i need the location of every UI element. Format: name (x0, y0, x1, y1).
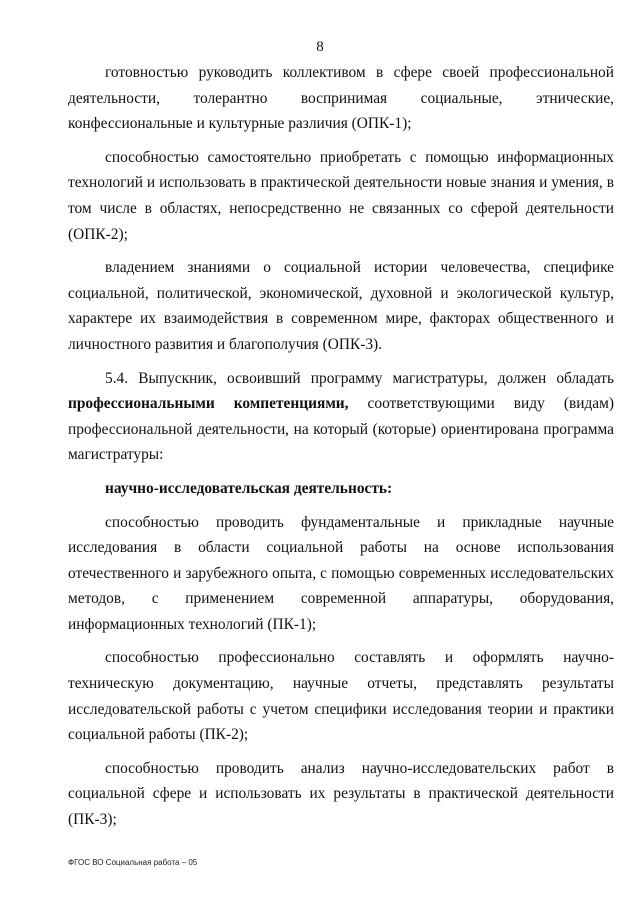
paragraph-5-4-rest: соответствующими виду (видам) профессиональной деятельности, на который (которые) ориентирована программа магистратуры: (68, 395, 614, 464)
paragraph-pk-3: способностью проводить анализ научно-исследовательских работ в социальной сфере и использовать их результаты в практической деятельности (ПК-3); (68, 759, 614, 829)
paragraph-pk-2: способностью профессионально составлять и оформлять научно-техническую документацию, научные отчеты, представлять результаты исследовательской работы с учетом специфики исследования теории и практики социальной работы (ПК-2); (68, 649, 614, 744)
section-heading-research: научно-исследовательская деятельность: (105, 479, 393, 497)
paragraph-5-4-intro: 5.4. Выпускник, освоивший программу магистратуры, должен обладать (105, 369, 614, 387)
paragraph-opk-2: способностью самостоятельно приобретать с помощью информационных технологий и использовать в практической деятельности новые знания и умения, в том числе в областях, непосредственно не связанных со сферой деятельности (ОПК-2); (68, 148, 614, 243)
paragraph-5-4-bold: профессиональными компетенциями, (68, 395, 349, 413)
paragraph-5-4 (68, 366, 614, 468)
paragraph-opk-3: владением знаниями о социальной истории человечества, специфике социальной, политической, экономической, духовной и экологической культур, характере их взаимодействия в современном мире, факторах общественного и личностного развития и благополучия (ОПК-3). (68, 259, 614, 353)
paragraph-pk-1: способностью проводить фундаментальные и прикладные научные исследования в области социальной работы на основе использования отечественного и зарубежного опыта, с помощью современных исследовательских методов, с применением современной аппаратуры, оборудования, информационных технологий (ПК-1); (68, 513, 614, 633)
page-number: 8 (316, 39, 324, 55)
footer-label: ФГОС ВО Социальная работа – 05 (68, 858, 198, 867)
paragraph-opk-1: готовностью руководить коллективом в сфере своей профессиональной деятельности, толерантно воспринимая социальные, этнические, конфессиональные и культурные различия (ОПК-1); (68, 64, 614, 133)
document-body (68, 60, 614, 833)
